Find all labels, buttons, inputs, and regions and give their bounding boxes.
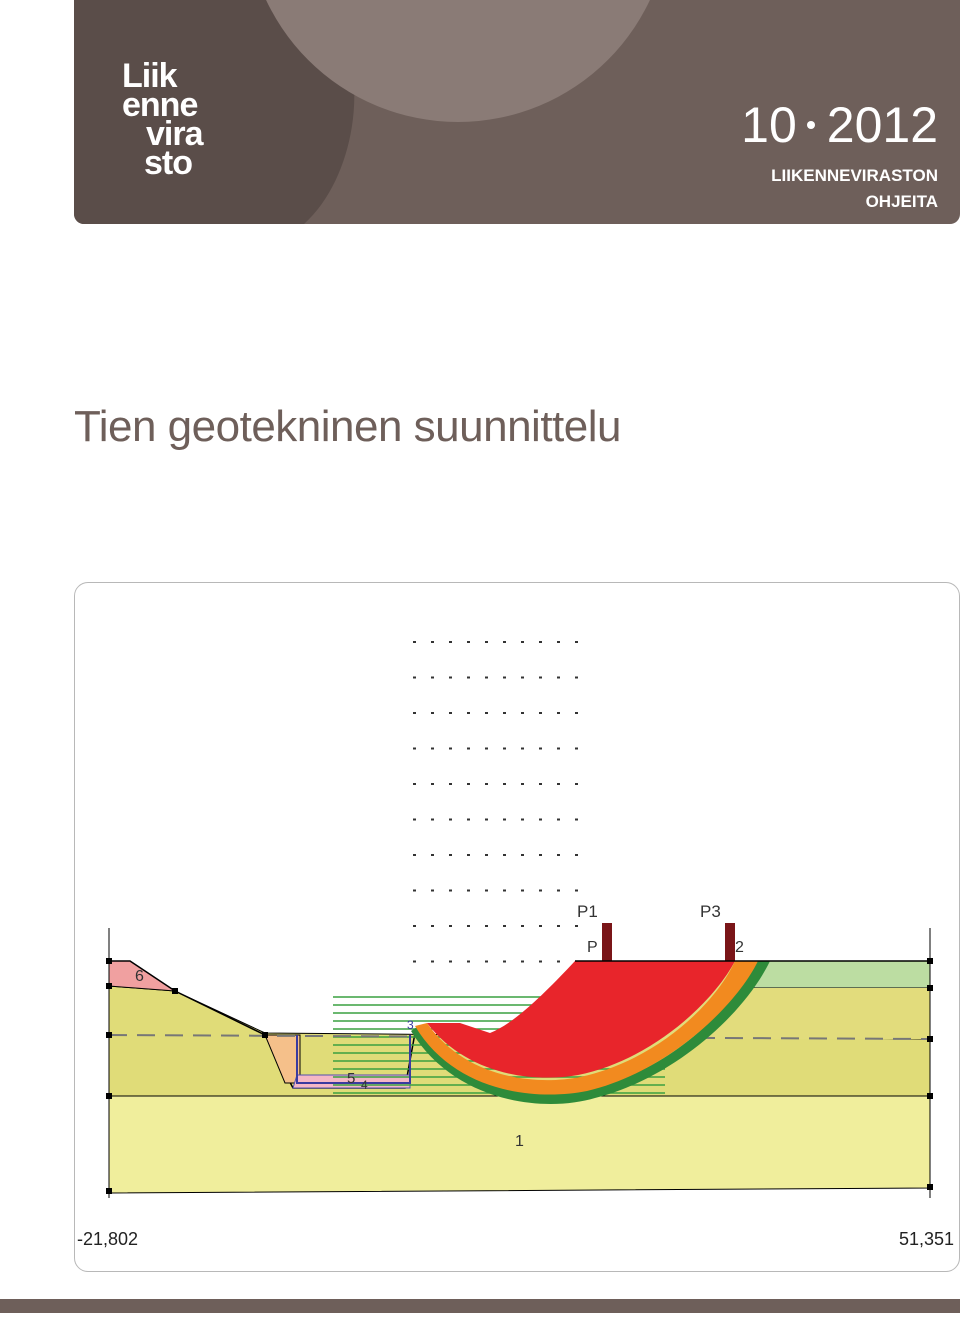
grid-dot [575, 890, 578, 892]
grid-dot [467, 961, 470, 963]
grid-dot [503, 641, 506, 643]
grid-dot [413, 783, 416, 785]
layer-label-4: 4 [361, 1078, 368, 1092]
grid-dot [449, 854, 452, 856]
grid-dot [467, 890, 470, 892]
grid-dot [467, 783, 470, 785]
grid-dot [521, 641, 524, 643]
footer-bar [0, 1299, 960, 1313]
grid-dot [557, 748, 560, 750]
grid-dot [503, 890, 506, 892]
grid-dot [539, 641, 542, 643]
grid-dot [539, 961, 542, 963]
grid-dot [413, 961, 416, 963]
grid-dot [467, 819, 470, 821]
grid-dot [485, 712, 488, 714]
grid-dot [557, 961, 560, 963]
grid-dot [503, 783, 506, 785]
grid-dot [539, 854, 542, 856]
grid-dot [413, 819, 416, 821]
grid-dot [413, 641, 416, 643]
grid-dot [485, 961, 488, 963]
dot-grid [413, 641, 578, 963]
grid-dot [503, 677, 506, 679]
load-label-p: P [587, 939, 598, 956]
grid-dot [521, 712, 524, 714]
load-bar-p1 [602, 923, 612, 961]
grid-dot [467, 712, 470, 714]
grid-dot [503, 748, 506, 750]
grid-dot [431, 854, 434, 856]
embankment-top [740, 961, 930, 988]
grid-dot [413, 712, 416, 714]
grid-dot [521, 854, 524, 856]
grid-dot [557, 712, 560, 714]
grid-dot [413, 854, 416, 856]
grid-dot [503, 712, 506, 714]
grid-dot [431, 925, 434, 927]
header-banner [74, 0, 960, 224]
grid-dot [521, 783, 524, 785]
grid-dot [413, 677, 416, 679]
grid-dot [431, 712, 434, 714]
slope-stability-diagram [75, 583, 959, 1271]
document-title: Tien geotekninen suunnittelu [74, 402, 621, 451]
grid-dot [449, 712, 452, 714]
grid-dot [503, 854, 506, 856]
grid-dot [449, 641, 452, 643]
grid-dot [467, 854, 470, 856]
grid-dot [539, 819, 542, 821]
grid-dot [539, 677, 542, 679]
grid-dot [485, 783, 488, 785]
grid-dot [521, 925, 524, 927]
grid-dot [431, 783, 434, 785]
liikennevirasto-logo: Liik enne vira sto [122, 57, 203, 182]
grid-dot [539, 890, 542, 892]
grid-dot [539, 783, 542, 785]
issue-number: 10 2012 [741, 97, 938, 153]
grid-dot [521, 748, 524, 750]
grid-dot [575, 712, 578, 714]
load-label-2: 2 [735, 939, 744, 956]
grid-dot [521, 961, 524, 963]
grid-dot [431, 641, 434, 643]
grid-dot [575, 854, 578, 856]
grid-dot [557, 783, 560, 785]
series-line-2: OHJEITA [865, 192, 938, 211]
grid-dot [485, 748, 488, 750]
grid-dot [539, 925, 542, 927]
layer-label-6: 6 [135, 968, 144, 985]
grid-dot [431, 961, 434, 963]
grid-dot [449, 925, 452, 927]
publication-series [771, 163, 938, 215]
grid-dot [431, 819, 434, 821]
grid-dot [539, 712, 542, 714]
grid-dot [575, 819, 578, 821]
grid-dot [431, 748, 434, 750]
grid-dot [503, 819, 506, 821]
layer-label-5: 5 [347, 1070, 356, 1087]
grid-dot [575, 677, 578, 679]
grid-dot [557, 890, 560, 892]
grid-dot [485, 890, 488, 892]
grid-dot [449, 890, 452, 892]
grid-dot [557, 677, 560, 679]
load-label-p1: P1 [577, 902, 598, 921]
grid-dot [449, 677, 452, 679]
grid-dot [485, 677, 488, 679]
cross-section-figure [74, 582, 960, 1272]
grid-dot [557, 925, 560, 927]
grid-dot [485, 854, 488, 856]
series-line-1: LIIKENNEVIRASTON [771, 166, 938, 185]
grid-dot [485, 925, 488, 927]
grid-dot [575, 783, 578, 785]
x-max-label: 51,351 [899, 1229, 955, 1249]
grid-dot [539, 748, 542, 750]
grid-dot [503, 925, 506, 927]
grid-dot [575, 925, 578, 927]
grid-dot [467, 748, 470, 750]
layer-label-3: 3 [407, 1018, 414, 1032]
grid-dot [557, 819, 560, 821]
grid-dot [449, 961, 452, 963]
grid-dot [413, 748, 416, 750]
load-label-p3: P3 [700, 902, 721, 921]
grid-dot [485, 641, 488, 643]
grid-dot [485, 819, 488, 821]
grid-dot [431, 890, 434, 892]
grid-dot [575, 748, 578, 750]
layer-label-1: 1 [515, 1133, 524, 1150]
grid-dot [431, 677, 434, 679]
load-bar-p3 [725, 923, 735, 961]
grid-dot [413, 890, 416, 892]
grid-dot [521, 677, 524, 679]
grid-dot [521, 819, 524, 821]
grid-dot [467, 641, 470, 643]
grid-dot [557, 854, 560, 856]
grid-dot [503, 961, 506, 963]
grid-dot [557, 641, 560, 643]
grid-dot [449, 783, 452, 785]
grid-dot [449, 819, 452, 821]
grid-dot [467, 925, 470, 927]
grid-dot [521, 890, 524, 892]
grid-dot [413, 925, 416, 927]
grid-dot [575, 641, 578, 643]
x-min-label: -21,802 [77, 1229, 139, 1249]
grid-dot [449, 748, 452, 750]
grid-dot [467, 677, 470, 679]
